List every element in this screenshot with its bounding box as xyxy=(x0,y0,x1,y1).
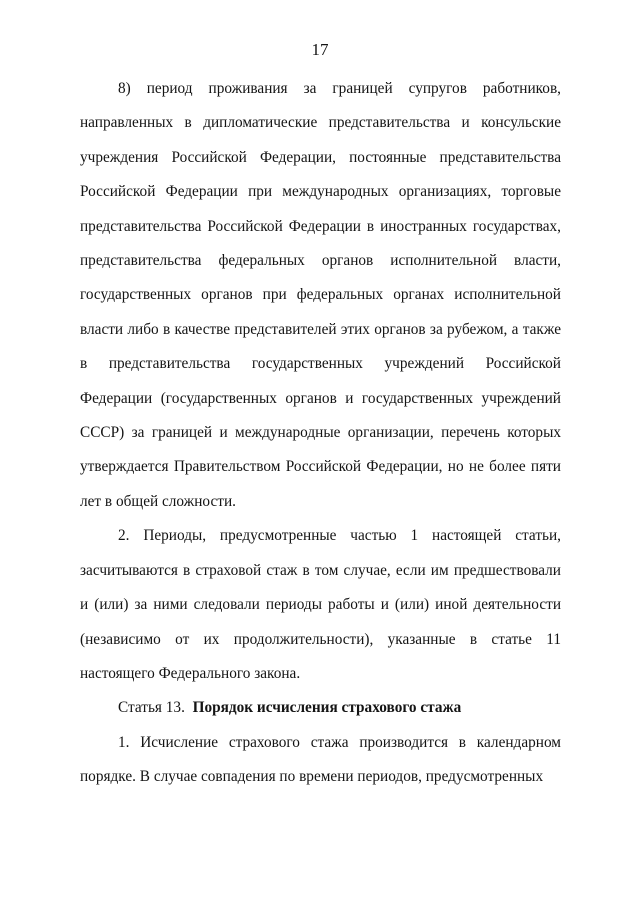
page-number: 17 xyxy=(311,40,329,59)
article-label: Статья 13. xyxy=(118,699,185,717)
paragraph-part-2: 2. Периоды, предусмотренные частью 1 настоящей статьи, засчитываются в страховой стаж в том случае, если им предшествовали и (или) за ними следовали периоды работы и (или) иной деятельности (независимо от их продолжительности), указанные в статье 11 настоящего Федерального закона. xyxy=(80,527,561,682)
article-title: Порядок исчисления страхового стажа xyxy=(192,699,462,717)
article-heading xyxy=(80,691,561,725)
paragraph-item-8: 8) период проживания за границей супругов работников, направленных в дипломатические представительства и консульские учреждения Российской Федерации, постоянные представительства Российской Федерации при международных организациях, торговые представительства Российской Федерации в иностранных государствах, представительства федеральных органов исполнительной власти, государственных органов при федеральных органах исполнительной власти либо в качестве представителей этих органов за рубежом, а также в представительства государственных учреждений Российской Федерации (государственных органов и государственных учреждений СССР) за границей и международные организации, перечень которых утверждается Правительством Российской Федерации, но не более пяти лет в общей сложности. xyxy=(80,80,561,510)
paragraph-article-13-part-1: 1. Исчисление страхового стажа производится в календарном порядке. В случае совпадения по времени периодов, предусмотренных xyxy=(80,733,561,786)
document-body xyxy=(80,72,561,795)
